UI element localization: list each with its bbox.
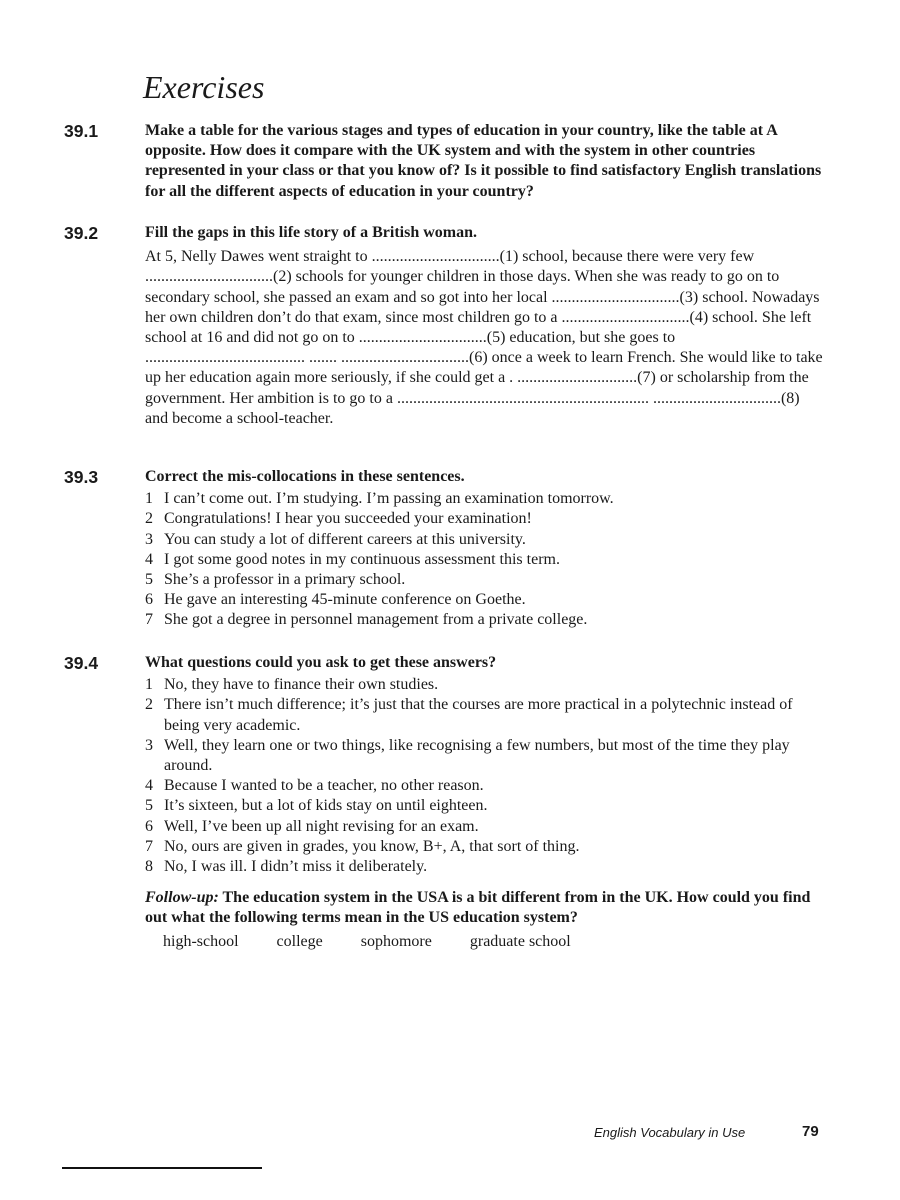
exercise-number: 39.2 <box>64 223 99 243</box>
us-education-terms <box>163 932 825 952</box>
list-item: 4 Because I wanted to be a teacher, no other reason. <box>145 777 484 795</box>
follow-up-text: Follow-up: The education system in the USA is a bit different from in the UK. How could you find out what the following terms mean in the US education system? <box>145 889 811 927</box>
list-item: 1 I can’t come out. I’m studying. I’m passing an examination tomorrow. <box>145 490 614 508</box>
footer-page-number: 79 <box>802 1123 819 1140</box>
list-item: 7 She got a degree in personnel management from a private college. <box>145 611 588 629</box>
exercise-number: 39.4 <box>64 653 99 673</box>
list-item: 5 She’s a professor in a primary school. <box>145 571 406 589</box>
term: graduate school <box>469 933 571 951</box>
exercise-number: 39.1 <box>64 121 99 141</box>
page-title: Exercises <box>143 69 265 105</box>
follow-up-label: Follow-up: <box>145 889 219 906</box>
list-item: 5 It’s sixteen, but a lot of kids stay on until eighteen. <box>145 797 488 815</box>
term: high-school <box>163 933 239 951</box>
list-item: 1 No, they have to finance their own studies. <box>145 676 439 694</box>
list-item: 6 He gave an interesting 45-minute conference on Goethe. <box>145 591 526 609</box>
list-item: 7 No, ours are given in grades, you know, B+, A, that sort of thing. <box>145 837 580 855</box>
list-item: 3 Well, they learn one or two things, like recognising a few numbers, but most of the time they play around. <box>145 736 790 775</box>
gap-fill-story: At 5, Nelly Dawes went straight to ................................(1) school, because there were very few ................................(2) schools for younger children in those days. When she was ready to go on to secondary school, she passed an exam and so got into her local ................................(3) school. Nowadays her own children don’t do that exam, since most children go to a ................................(4) school. She left school at 16 and did not go on to ................................(5) education, but she goes to ........................................ ....... ................................(6) once a week to learn French. She would like to take up her education again more seriously, if she could get a . ..............................(7) or scholarship from the government. Her ambition is to go to a ............................................................... ................................(8) and become a school-teacher. <box>145 248 823 427</box>
exercise-text: Make a table for the various stages and types of education in your country, like the table at A opposite. How does it compare with the UK system and with the system in other countries represented in your class or that you know of? Is it possible to find satisfactory English translations for all the different aspects of education in your country? <box>145 122 822 200</box>
footer-book-title: English Vocabulary in Use <box>594 1125 746 1140</box>
term: sophomore <box>360 933 432 951</box>
bottom-rule <box>62 1167 262 1169</box>
list-item: 6 Well, I’ve been up all night revising for an exam. <box>145 817 479 835</box>
list-item: 4 I got some good notes in my continuous assessment this term. <box>145 550 560 568</box>
exercise-number: 39.3 <box>64 467 99 487</box>
list-item: 3 You can study a lot of different careers at this university. <box>145 530 526 548</box>
exercise-instruction: Correct the mis-collocations in these sentences. <box>145 468 465 485</box>
list-item: 2 There isn’t much difference; it’s just that the courses are more practical in a polytechnic instead of being very academic. <box>145 696 793 734</box>
answer-list <box>145 675 825 877</box>
exercise-instruction: Fill the gaps in this life story of a British woman. <box>145 224 478 241</box>
exercise-instruction: What questions could you ask to get these answers? <box>145 654 497 671</box>
list-item: 8 No, I was ill. I didn’t miss it deliberately. <box>145 858 428 876</box>
sentence-list <box>145 489 825 630</box>
term: college <box>276 933 323 951</box>
list-item: 2 Congratulations! I hear you succeeded your examination! <box>145 510 532 528</box>
